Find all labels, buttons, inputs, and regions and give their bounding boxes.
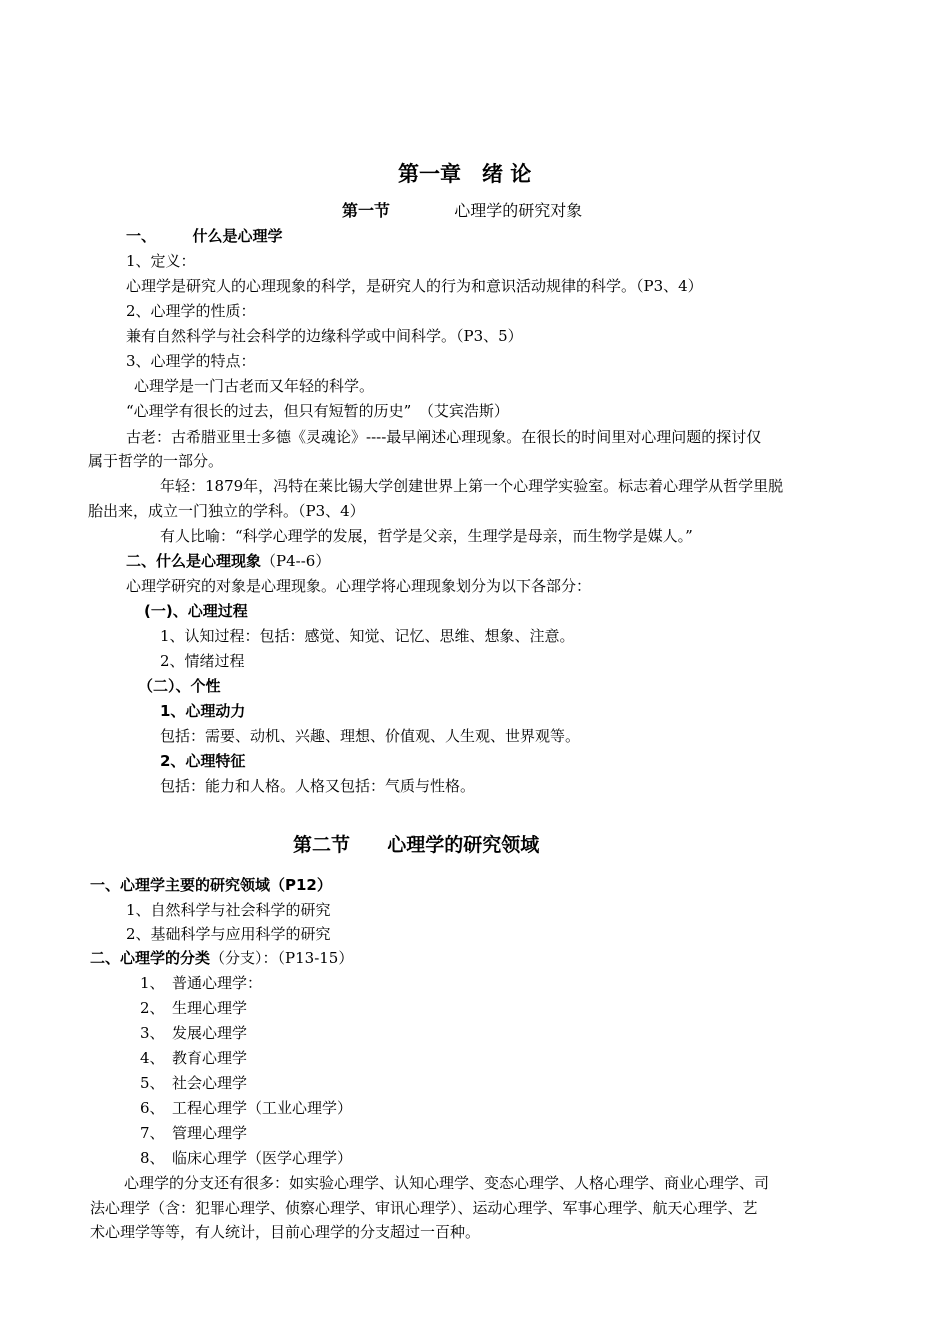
phenomena-intro: 心理学研究的对象是心理现象。心理学将心理现象划分为以下各部分： xyxy=(126,577,592,595)
process-item-cognition: 1、认知过程：包括：感觉、知觉、记忆、思维、想象、注意。 xyxy=(160,627,575,645)
part2-heading-ref: （P4--6） xyxy=(261,552,331,570)
definition-label: 1、定义： xyxy=(126,252,196,270)
branch-item: 8、 临床心理学（医学心理学） xyxy=(140,1149,353,1167)
section2-label: 第二节 xyxy=(293,834,351,856)
definition-text: 心理学是研究人的心理现象的科学，是研究人的行为和意识活动规律的科学。（P3、4） xyxy=(126,277,703,295)
young-paragraph-line2: 胎出来，成立一门独立的学科。（P3、4） xyxy=(88,502,365,520)
branches-summary-line1: 心理学的分支还有很多：如实验心理学、认知心理学、变态心理学、人格心理学、商业心理学、司 xyxy=(124,1174,770,1192)
branches-heading xyxy=(90,946,353,970)
branches-heading-bold: 二、心理学的分类 xyxy=(90,949,211,967)
section2-heading xyxy=(293,832,539,858)
old-paragraph-line2: 属于哲学的一部分。 xyxy=(88,452,224,470)
branches-heading-rest: （分支）：（P13-15） xyxy=(210,949,354,967)
process-heading: (一)、心理过程 xyxy=(144,602,248,620)
part1-heading xyxy=(126,224,283,248)
dynamics-text: 包括：需要、动机、兴趣、理想、价值观、人生观、世界观等。 xyxy=(160,727,581,745)
fields-item2: 2、基础科学与应用科学的研究 xyxy=(126,925,331,943)
part1-num: 一、 xyxy=(126,227,157,245)
section1-title: 心理学的研究对象 xyxy=(454,201,583,220)
nature-label: 2、心理学的性质： xyxy=(126,302,256,320)
branch-item: 6、 工程心理学（工业心理学） xyxy=(140,1099,353,1117)
branches-summary-line3: 术心理学等等，有人统计，目前心理学的分支超过一百种。 xyxy=(90,1223,481,1241)
feature-text: 心理学是一门古老而又年轻的科学。 xyxy=(134,377,375,395)
fields-item1: 1、自然科学与社会科学的研究 xyxy=(126,901,331,919)
branch-item: 4、 教育心理学 xyxy=(140,1049,248,1067)
traits-heading: 2、心理特征 xyxy=(160,752,246,770)
nature-text: 兼有自然科学与社会科学的边缘科学或中间科学。（P3、5） xyxy=(126,327,523,345)
feature-label: 3、心理学的特点： xyxy=(126,352,256,370)
young-paragraph-line1: 年轻：1879年，冯特在莱比锡大学创建世界上第一个心理学实验室。标志着心理学从哲学里脱 xyxy=(160,477,784,495)
dynamics-heading: 1、心理动力 xyxy=(160,702,246,720)
section1-heading xyxy=(342,199,582,223)
branch-item: 7、 管理心理学 xyxy=(140,1124,248,1142)
section1-label: 第一节 xyxy=(342,201,391,220)
part1-heading-text: 什么是心理学 xyxy=(192,227,283,245)
part2-heading-text: 二、什么是心理现象 xyxy=(126,552,262,570)
personality-heading: （二）、个性 xyxy=(138,677,221,695)
traits-text: 包括：能力和人格。人格又包括：气质与性格。 xyxy=(160,777,476,795)
branch-item: 3、 发展心理学 xyxy=(140,1024,248,1042)
quote-text: “心理学有很长的过去，但只有短暂的历史” （艾宾浩斯） xyxy=(126,402,509,420)
branches-summary-line2: 法心理学（含：犯罪心理学、侦察心理学、审讯心理学）、运动心理学、军事心理学、航天心理学、艺 xyxy=(90,1199,758,1217)
fields-heading: 一、心理学主要的研究领域（P12） xyxy=(90,876,332,894)
branch-item: 2、 生理心理学 xyxy=(140,999,248,1017)
branch-item: 5、 社会心理学 xyxy=(140,1074,248,1092)
chapter-title: 第一章 绪 论 xyxy=(398,162,532,186)
section2-title: 心理学的研究领域 xyxy=(387,834,540,856)
part2-heading xyxy=(126,549,330,573)
metaphor-text: 有人比喻：“科学心理学的发展，哲学是父亲，生理学是母亲，而生物学是媒人。” xyxy=(160,527,693,545)
branch-item: 1、 普通心理学： xyxy=(140,974,263,992)
old-paragraph-line1: 古老：古希腊亚里士多德《灵魂论》----最早阐述心理现象。在很长的时间里对心理问题的探讨仅 xyxy=(126,428,762,446)
process-item-emotion: 2、情绪过程 xyxy=(160,652,245,670)
